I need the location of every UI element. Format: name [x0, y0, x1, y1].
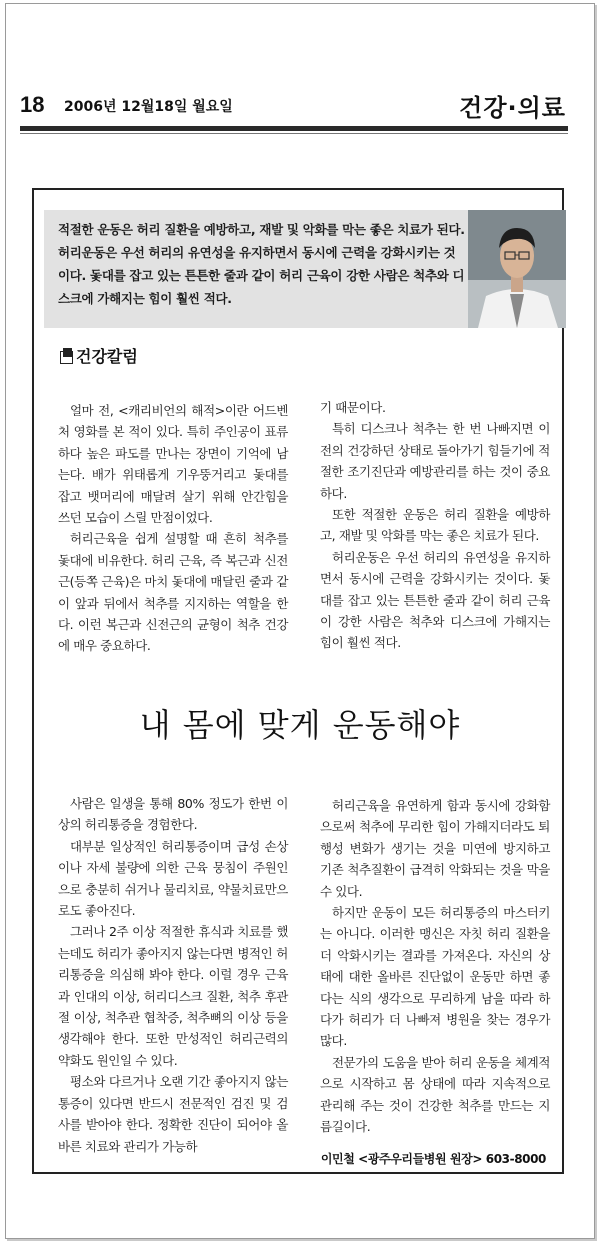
paragraph: 평소와 다르거나 오랜 기간 좋아지지 않는 통증이 있다면 반드시 전문적인 검진 및 검사를 받아야 한다. 정확한 진단이 되어야 올바른 치료와 관리가 가능하	[58, 1074, 288, 1154]
column-label-text: 건강칼럼	[76, 347, 138, 366]
paragraph: 또한 적절한 운동은 허리 질환을 예방하고, 재발 및 악화를 막는 좋은 치료가 된다.	[320, 507, 550, 544]
author-photo	[468, 210, 566, 328]
article-column-3	[58, 793, 288, 1157]
paragraph: 기 때문이다.	[320, 400, 386, 415]
paragraph: 허리근육을 쉽게 설명할 때 흔히 척추를 돛대에 비유한다. 허리 근육, 즉 복근과 신전근(등쪽 근육)은 마치 돛대에 매달린 줄과 같이 앞과 뒤에서 척추를 지지하는 역할을 한다. 이런 복근과 신전근의 균형이 척추 건강에 매우 중요하다.	[58, 531, 288, 654]
paragraph: 얼마 전, <캐리비언의 해적>이란 어드벤처 영화를 본 적이 있다. 특히 주인공이 표류하다 높은 파도를 만나는 장면이 기억에 남는다. 배가 위태롭게 기우뚱거리고 돛대를 잡고 뱃머리에 매달려 살기 위해 안간힘을 쓰던 모습이 스릴 만점이었다.	[58, 403, 288, 526]
section-title: 건강·의료	[459, 94, 566, 122]
paragraph: 허리근육을 유연하게 함과 동시에 강화함으로써 척추에 무리한 힘이 가해지더라도 퇴행성 변화가 생기는 것을 미연에 방지하고 기존 척추질환이 급격히 악화되는 것을 막을 수 있다.	[320, 798, 550, 899]
issue-date: 2006년 12월18일 월요일	[64, 99, 233, 115]
article-column-1	[58, 400, 288, 657]
paragraph: 하지만 운동이 모든 허리통증의 마스터키는 아니다. 이러한 맹신은 자칫 허리 질환을 더 악화시키는 결과를 가져온다. 자신의 상태에 대한 올바른 진단없이 운동만 하면 좋다는 식의 생각으로 무리하게 남을 따라 하다가 허리가 더 나빠져 병원을 찾는 경우가 많다.	[320, 905, 550, 1049]
article-headline: 내 몸에 맞게 운동해야	[139, 706, 461, 744]
paragraph: 전문가의 도움을 받아 허리 운동을 체계적으로 시작하고 몸 상태에 따라 지속적으로 관리해 주는 것이 건강한 척추를 만드는 지름길이다.	[320, 1054, 550, 1135]
square-bullet-icon	[60, 351, 73, 364]
page-number: 18	[20, 92, 45, 117]
paragraph: 대부분 일상적인 허리통증이며 급성 손상이나 자세 불량에 의한 근육 뭉침이 주원인으로 충분히 쉬거나 물리치료, 약물치료만으로도 좋아진다.	[58, 838, 288, 919]
author-byline: 이민철 <광주우리들병원 원장> 603-8000	[320, 1152, 546, 1166]
paragraph: 허리운동은 우선 허리의 유연성을 유지하면서 동시에 근력을 강화시키는 것이다. 돛대를 잡고 있는 튼튼한 줄과 같이 허리 근육이 강한 사람은 척추와 디스크에 가해지는 힘이 훨씬 적다.	[320, 549, 550, 651]
masthead-thin-rule	[20, 133, 568, 134]
paragraph: 사람은 일생을 통해 80% 정도가 한번 이상의 허리통증을 경험한다.	[58, 796, 288, 833]
doctor-portrait-icon	[468, 210, 566, 328]
paragraph: 특히 디스크나 척추는 한 번 나빠지면 이전의 건강하던 상태로 돌아가기 힘들기에 적절한 조기진단과 예방관리를 하는 것이 중요하다.	[320, 421, 550, 501]
column-label	[60, 344, 138, 367]
masthead-rule	[20, 126, 568, 131]
paragraph: 그러나 2주 이상 적절한 휴식과 치료를 했는데도 허리가 좋아지지 않는다면 병적인 허리통증을 의심해 봐야 한다. 이럴 경우 근육과 인대의 이상, 허리디스크 질환, 척추 후관절 이상, 척추관 협착증, 척추뼈의 이상 등을 생각해야 한다. 또한 만성적인 허리근력의 약화도 원인일 수 있다.	[58, 924, 288, 1068]
article-column-4	[320, 795, 550, 1138]
article-column-2	[320, 397, 550, 654]
summary-text: 적절한 운동은 허리 질환을 예방하고, 재발 및 악화를 막는 좋은 치료가 된다. 허리운동은 우선 허리의 유연성을 유지하면서 동시에 근력을 강화시키는 것이다. 돛대를 잡고 있는 튼튼한 줄과 같이 허리 근육이 강한 사람은 척추와 디스크에 가해지는 힘이 훨씬 적다.	[58, 222, 465, 306]
